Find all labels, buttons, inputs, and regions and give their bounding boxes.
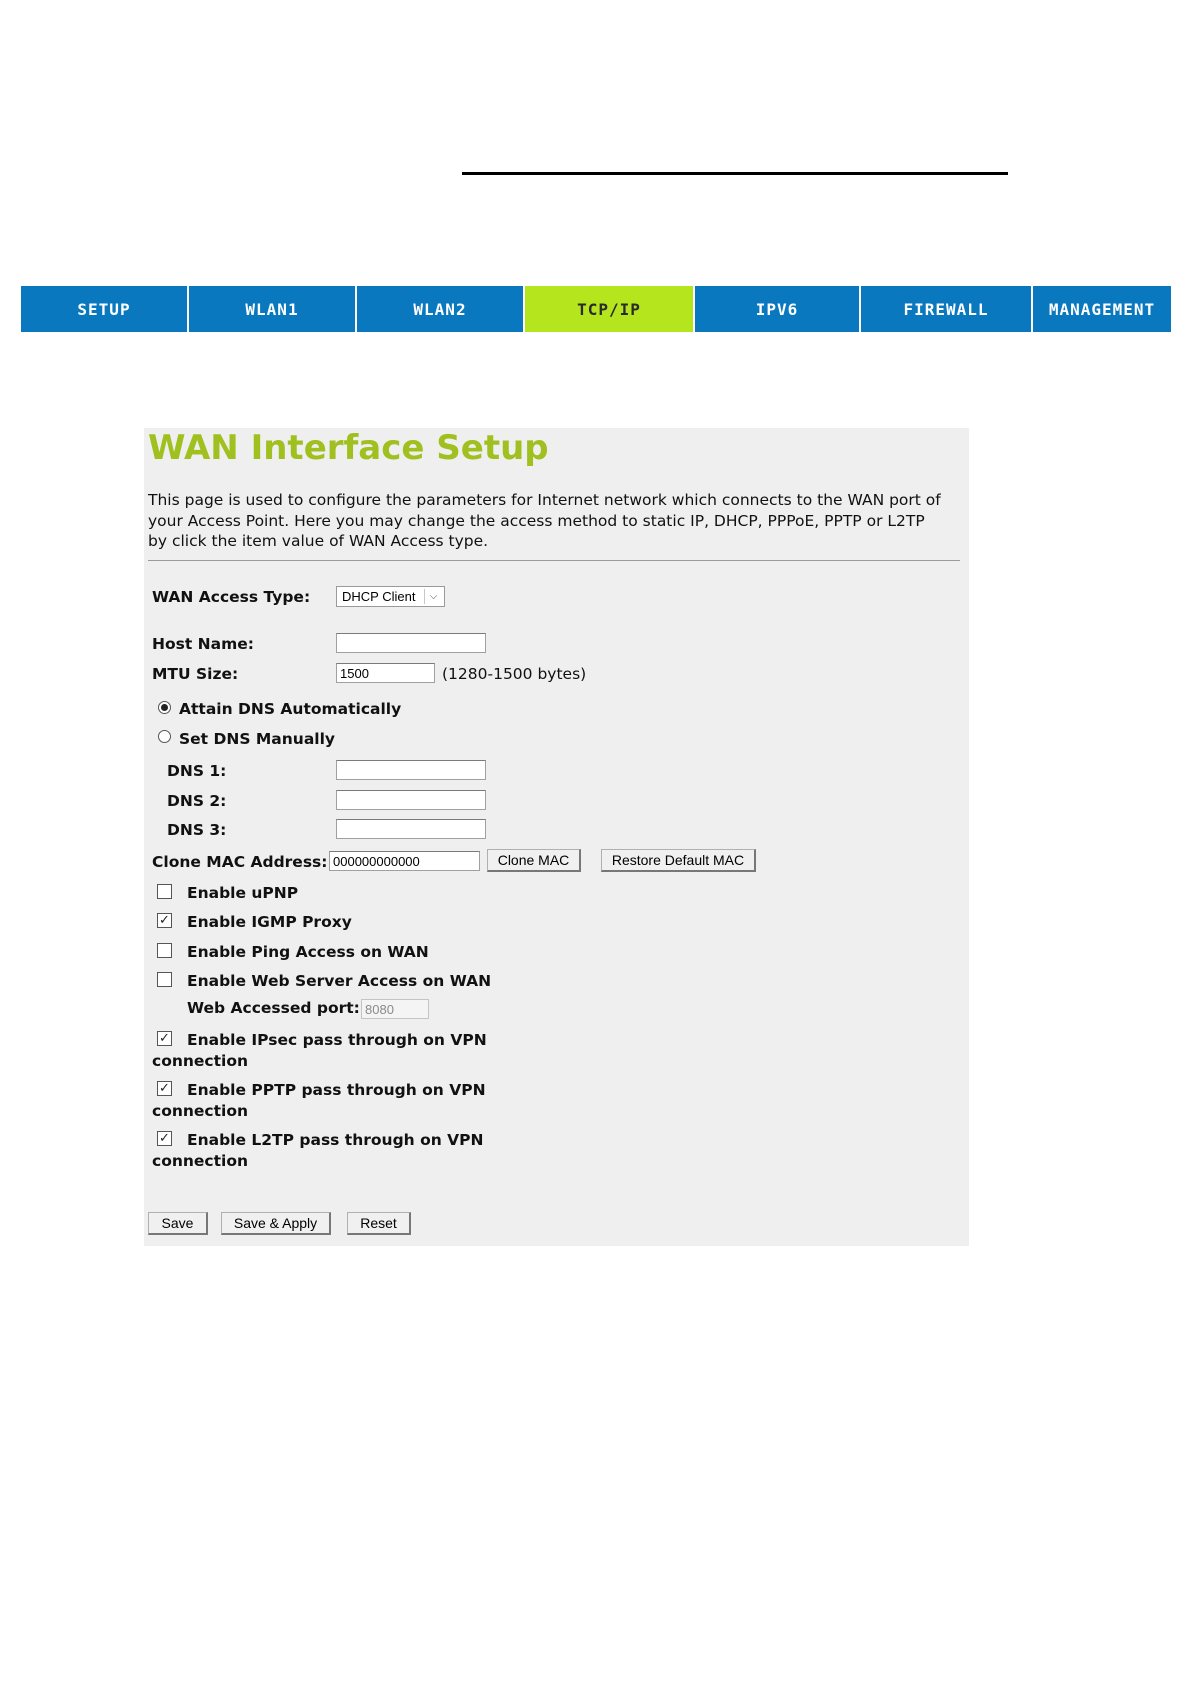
tab-tcpip[interactable]: TCP/IP [525,286,695,332]
clone-mac-button[interactable]: Clone MAC [487,849,581,872]
clone-mac-input[interactable] [329,851,480,871]
dns2-input[interactable] [336,790,486,810]
dns1-label: DNS 1: [167,762,227,780]
tab-firewall[interactable]: FIREWALL [861,286,1033,332]
page-description: This page is used to configure the parameters for Internet network which connects to the WAN port of your Access Point. Here you may change the access method to static IP, DHCP, PPPoE, PPTP or L2TP by click the item value of WAN Access type. [148,491,941,550]
clone-mac-label: Clone MAC Address: [152,853,328,871]
chevron-down-icon: ⌵ [424,589,442,604]
l2tp-label-cont: connection [152,1152,249,1170]
restore-default-mac-button[interactable]: Restore Default MAC [601,849,756,872]
wan-access-type-value: DHCP Client [342,589,416,604]
tab-wlan2[interactable]: WLAN2 [357,286,525,332]
ipsec-label: Enable IPsec pass through on VPN [187,1031,487,1049]
dns2-label: DNS 2: [167,792,227,810]
tab-ipv6[interactable]: IPV6 [695,286,861,332]
dns-auto-label: Attain DNS Automatically [179,700,402,718]
tab-wlan1[interactable]: WLAN1 [189,286,357,332]
dns1-input[interactable] [336,760,486,780]
save-apply-button[interactable]: Save & Apply [221,1212,331,1235]
upnp-checkbox[interactable] [157,884,172,899]
mtu-size-input[interactable] [336,663,435,683]
tab-setup[interactable]: SETUP [21,286,189,332]
section-divider [148,560,960,561]
page-title: WAN Interface Setup [148,428,549,468]
host-name-input[interactable] [336,633,486,653]
save-button[interactable]: Save [148,1212,208,1235]
mtu-size-hint: (1280-1500 bytes) [442,665,587,683]
mtu-size-label: MTU Size: [152,665,239,683]
upnp-label: Enable uPNP [187,884,299,902]
dns-manual-label: Set DNS Manually [179,730,336,748]
wan-access-type-label: WAN Access Type: [152,588,311,606]
pptp-label-cont: connection [152,1102,249,1120]
ipsec-checkbox[interactable]: ✓ [157,1031,172,1046]
host-name-label: Host Name: [152,635,254,653]
pptp-checkbox[interactable]: ✓ [157,1081,172,1096]
web-server-wan-label: Enable Web Server Access on WAN [187,972,492,990]
tab-management[interactable]: MANAGEMENT [1033,286,1171,332]
l2tp-checkbox[interactable]: ✓ [157,1131,172,1146]
ping-wan-label: Enable Ping Access on WAN [187,943,429,961]
dns-auto-radio[interactable] [158,701,171,714]
main-nav [21,286,1171,332]
igmp-label: Enable IGMP Proxy [187,913,352,931]
ipsec-label-cont: connection [152,1052,249,1070]
reset-button[interactable]: Reset [347,1212,411,1235]
header-rule [462,172,1008,175]
web-server-wan-checkbox[interactable] [157,972,172,987]
ping-wan-checkbox[interactable] [157,943,172,958]
wan-setup-panel [144,428,969,1246]
l2tp-label: Enable L2TP pass through on VPN [187,1131,484,1149]
wan-access-type-select[interactable] [336,586,445,607]
pptp-label: Enable PPTP pass through on VPN [187,1081,486,1099]
dns-manual-radio[interactable] [158,730,171,743]
dns3-input[interactable] [336,819,486,839]
web-port-label: Web Accessed port: [187,999,360,1017]
igmp-checkbox[interactable]: ✓ [157,913,172,928]
dns3-label: DNS 3: [167,821,227,839]
web-port-input[interactable] [361,999,429,1019]
